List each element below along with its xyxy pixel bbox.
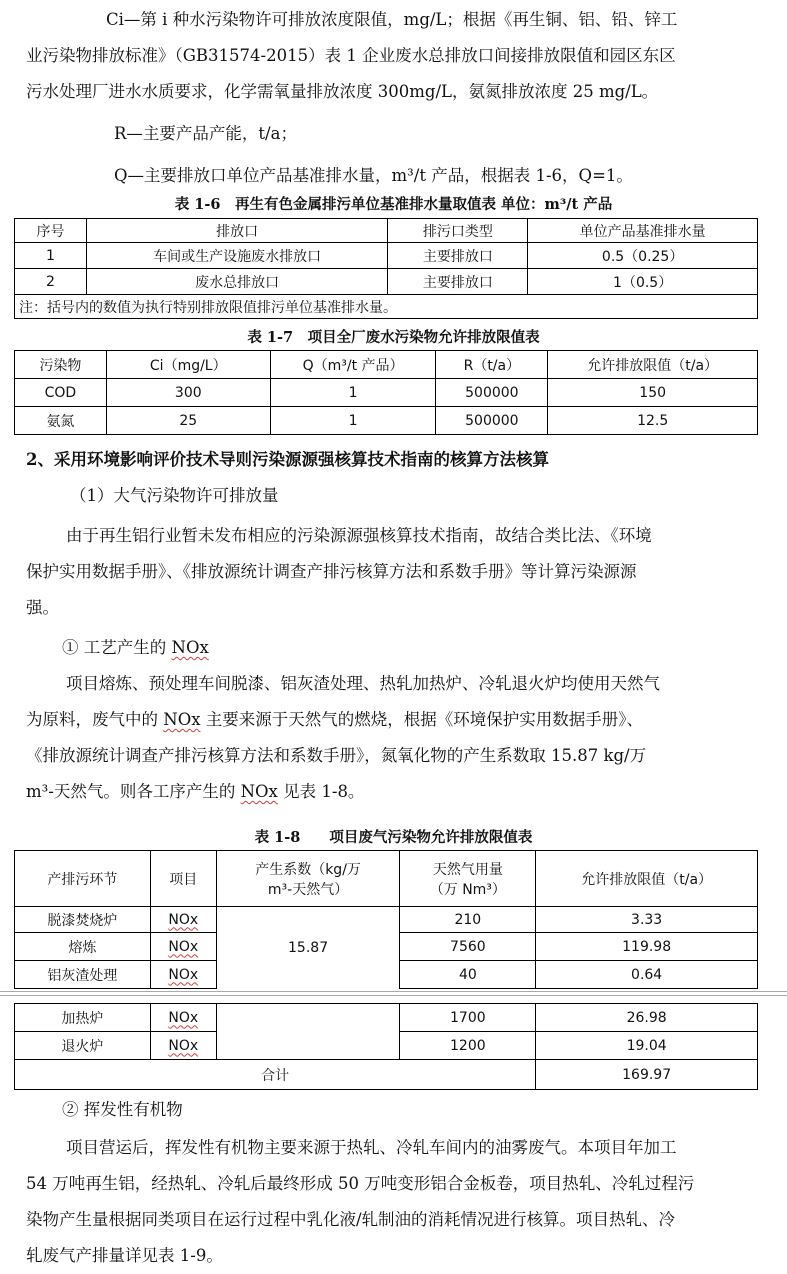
page-break (0, 991, 787, 1001)
table-cell: 12.5 (548, 407, 758, 435)
header-cell (400, 851, 536, 907)
table-row (15, 379, 758, 407)
total-value: 169.97 (536, 1060, 758, 1090)
table-caption: 表 1-8 项目废气污染物允许排放限值表 (254, 829, 533, 846)
text-line: Ci—第 i 种水污染物许可排放浓度限值，mg/L；根据《再生铜、铝、铅、锌工 (106, 10, 678, 29)
table-caption: 表 1-6 再生有色金属排污单位基准排水量取值表 单位：m³/t 产品 (174, 196, 613, 213)
table-1-8-part-a (14, 850, 758, 989)
table-cell (150, 961, 216, 989)
header-cell: 污染物 (15, 351, 107, 379)
table-1-7 (14, 350, 758, 435)
header-cell: R（t/a） (436, 351, 548, 379)
subheading (62, 630, 787, 666)
nox-term: NOx (168, 966, 199, 983)
header-cell: 允许排放限值（t/a） (536, 851, 758, 907)
table-cell: 1（0.5） (528, 269, 758, 295)
table-cell: 铝灰渣处理 (15, 961, 151, 989)
table-cell: 废水总排放口 (86, 269, 388, 295)
table-cell: COD (15, 379, 107, 407)
table-cell: 300 (106, 379, 270, 407)
table-row (15, 907, 758, 933)
text-line: 《排放源统计调查产排污核算方法和系数手册》，氮氧化物的产生系数取 15.87 kg/万 (26, 746, 647, 765)
table-1-8-part-b (14, 1003, 758, 1090)
table-cell: 19.04 (536, 1032, 758, 1060)
text-line: R—主要产品产能，t/a； (114, 124, 297, 143)
table-cell: 3.33 (536, 907, 758, 933)
table-cell: 退火炉 (15, 1032, 151, 1060)
text-line: 轧废气产排量详见表 1-9。 (26, 1246, 223, 1265)
nox-term: NOx (171, 638, 209, 657)
table-cell: 0.64 (536, 961, 758, 989)
table-row (15, 243, 758, 269)
table-cell: 1700 (400, 1004, 536, 1032)
header-cell: Q（m³/t 产品） (270, 351, 436, 379)
total-label: 合计 (15, 1060, 536, 1090)
header-cell: Ci（mg/L） (106, 351, 270, 379)
header-cell: 产排污环节 (15, 851, 151, 907)
table-row-total (15, 1060, 758, 1090)
header-line: 产生系数（kg/万 (255, 861, 361, 878)
table-cell: 熔炼 (15, 933, 151, 961)
table-row (15, 269, 758, 295)
section-heading: 2、采用环境影响评价技术导则污染源源强核算技术指南的核算方法核算 (26, 450, 549, 469)
table-cell: 加热炉 (15, 1004, 151, 1032)
table-cell: 主要排放口 (388, 269, 528, 295)
table-cell (150, 1032, 216, 1060)
text-span: 见表 1-8。 (277, 782, 365, 801)
table-cell: 500000 (436, 379, 548, 407)
table-cell: 1 (270, 379, 436, 407)
text-line (26, 774, 760, 810)
text-line: Q—主要排放口单位产品基准排水量，m³/t 产品，根据表 1-6，Q=1。 (114, 166, 633, 185)
text-line: 保护实用数据手册》、《排放源统计调查产排污核算方法和系数手册》等计算污染源源 (26, 562, 637, 581)
text-line: 业污染物排放标准》（GB31574-2015）表 1 企业废水总排放口间接排放限值和园区东区 (26, 46, 676, 65)
table-cell-empty (216, 1004, 400, 1060)
text-line (26, 702, 760, 738)
header-line: m³-天然气） (267, 881, 349, 898)
text-span: 为原料，废气中的 (26, 710, 164, 729)
text-line: 染物产生量根据同类项目在运行过程中乳化液/轧制油的消耗情况进行核算。项目热轧、冷 (26, 1210, 676, 1229)
header-cell: 序号 (15, 219, 87, 243)
text-span: 主要来源于天然气的燃烧，根据《环境保护实用数据手册》、 (200, 710, 644, 729)
header-cell: 单位产品基准排水量 (528, 219, 758, 243)
nox-term: NOx (168, 1009, 199, 1026)
table-cell: 车间或生产设施废水排放口 (86, 243, 388, 269)
text-span: m³-天然气。则各工序产生的 (26, 782, 241, 801)
table-cell: 1 (15, 243, 87, 269)
subheading: ② 挥发性有机物 (62, 1100, 183, 1119)
header-line: 天然气用量 (432, 861, 503, 878)
table-cell: 40 (400, 961, 536, 989)
table-cell: 500000 (436, 407, 548, 435)
text-line: 项目营运后，挥发性有机物主要来源于热轧、冷轧车间内的油雾废气。本项目年加工 (66, 1138, 677, 1157)
subheading-text: ① 工艺产生的 (62, 638, 172, 657)
header-cell: 允许排放限值（t/a） (548, 351, 758, 379)
table-cell: 119.98 (536, 933, 758, 961)
header-cell: 排放口 (86, 219, 388, 243)
text-line: 由于再生铝行业暂未发布相应的污染源源强核算技术指南，故结合类比法、《环境 (66, 526, 652, 545)
table-cell: 2 (15, 269, 87, 295)
table-1-6 (14, 218, 758, 319)
table-cell: 26.98 (536, 1004, 758, 1032)
nox-term: NOx (168, 1037, 199, 1054)
table-row (15, 407, 758, 435)
table-cell: 7560 (400, 933, 536, 961)
header-cell: 项目 (150, 851, 216, 907)
text-line: 强。 (26, 598, 59, 617)
table-cell: 0.5（0.25） (528, 243, 758, 269)
table-cell: 1 (270, 407, 436, 435)
table-cell: 脱漆焚烧炉 (15, 907, 151, 933)
text-line: 项目熔炼、预处理车间脱漆、铝灰渣处理、热轧加热炉、冷轧退火炉均使用天然气 (66, 674, 660, 693)
text-line: 54 万吨再生铝，经热轧、冷轧后最终形成 50 万吨变形铝合金板卷，项目热轧、冷轧过程污 (26, 1174, 695, 1193)
nox-term: NOx (163, 710, 201, 729)
subheading: （1）大气污染物许可排放量 (70, 486, 279, 505)
header-cell: 排污口类型 (388, 219, 528, 243)
header-cell (216, 851, 400, 907)
table-cell: 1200 (400, 1032, 536, 1060)
text-line: 污水处理厂进水水质要求，化学需氧量排放浓度 300mg/L，氨氮排放浓度 25 mg/L。 (26, 82, 659, 101)
nox-term: NOx (168, 938, 199, 955)
table-cell (150, 1004, 216, 1032)
table-row (15, 1004, 758, 1032)
table-cell (150, 907, 216, 933)
table-cell (150, 933, 216, 961)
table-note: 注：括号内的数值为执行特别排放限值排污单位基准排水量。 (15, 295, 758, 319)
table-caption: 表 1-7 项目全厂废水污染物允许排放限值表 (247, 329, 540, 346)
nox-term: NOx (240, 782, 278, 801)
table-cell: 150 (548, 379, 758, 407)
table-cell-coefficient: 15.87 (216, 907, 400, 989)
table-cell: 主要排放口 (388, 243, 528, 269)
table-cell: 氨氮 (15, 407, 107, 435)
header-line: （万 Nm³） (429, 881, 506, 898)
nox-term: NOx (168, 911, 199, 928)
table-cell: 210 (400, 907, 536, 933)
table-cell: 25 (106, 407, 270, 435)
